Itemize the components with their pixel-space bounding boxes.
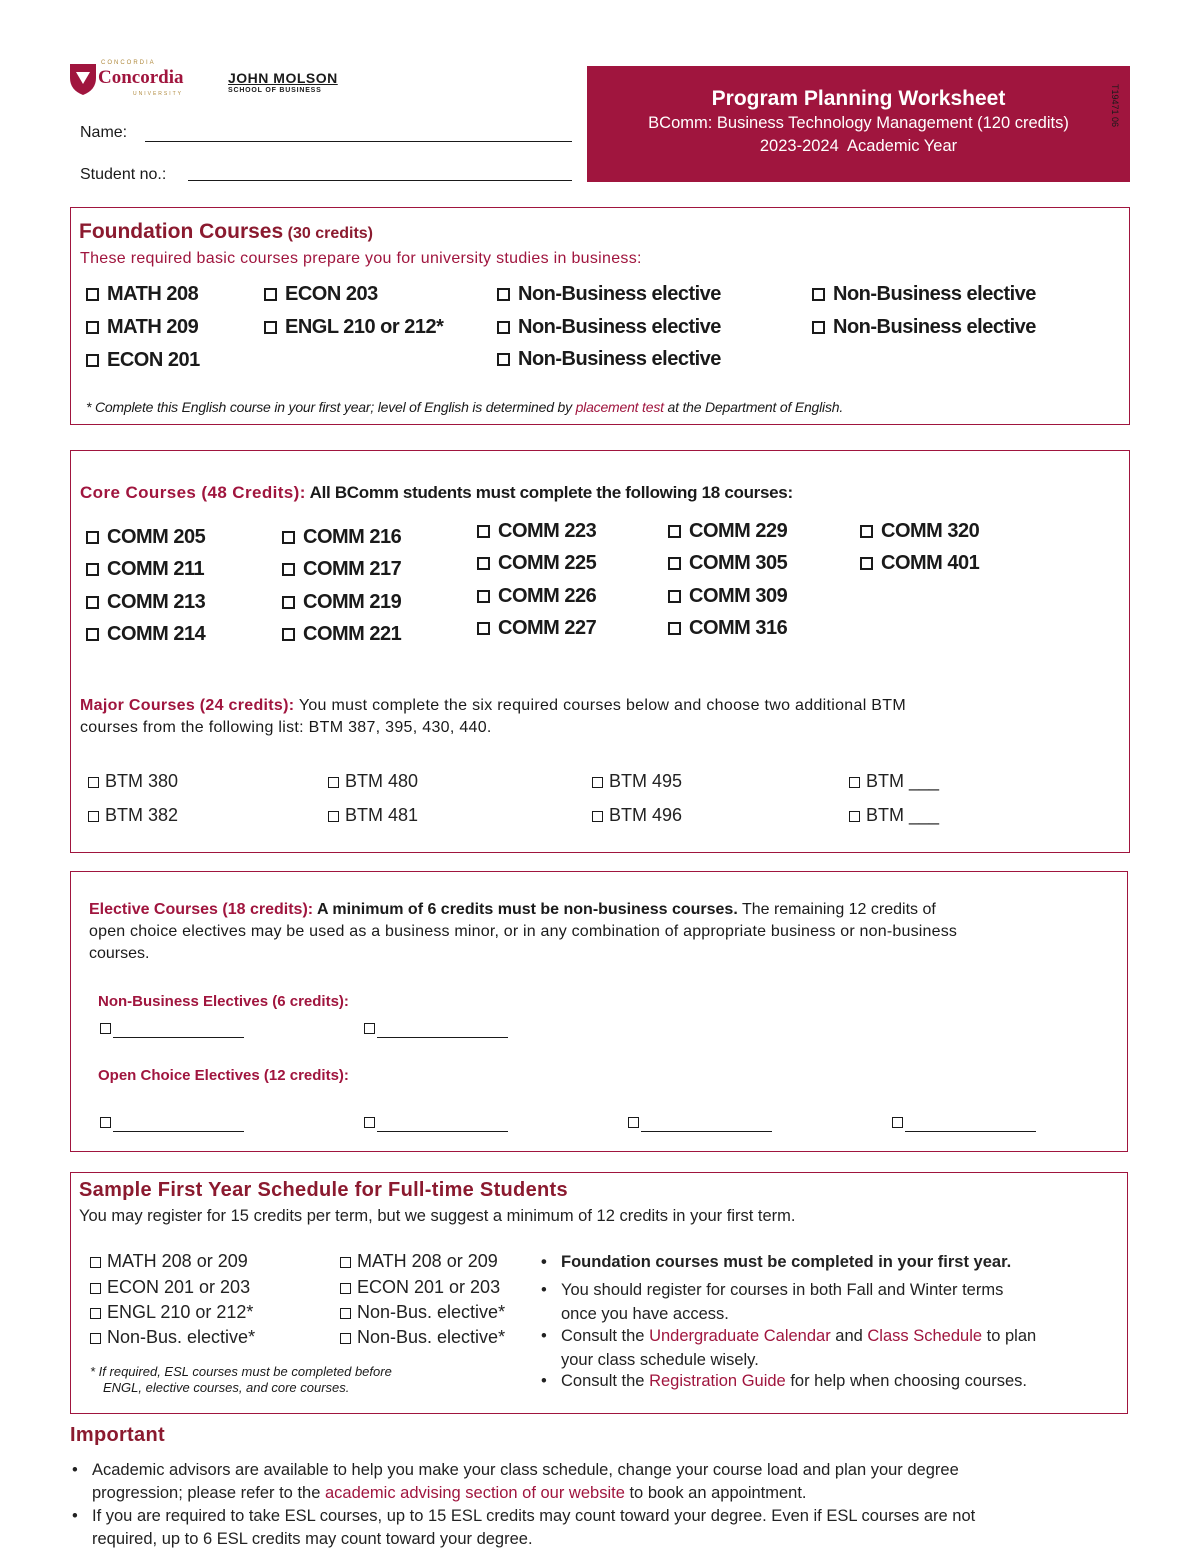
checkbox[interactable] <box>100 1023 111 1034</box>
major-course[interactable]: BTM 496 <box>592 805 682 826</box>
checkbox[interactable] <box>364 1023 375 1034</box>
major-course[interactable]: BTM 481 <box>328 805 418 826</box>
jmsb-logo <box>228 70 358 100</box>
schedule-item[interactable]: ECON 201 or 203 <box>340 1277 500 1298</box>
logo-concordia-text: Concordia <box>98 67 184 88</box>
core-course[interactable]: COMM 205 <box>86 526 205 549</box>
core-course[interactable]: COMM 227 <box>477 617 596 640</box>
foundation-course[interactable]: MATH 209 <box>86 316 198 339</box>
schedule-item[interactable]: Non-Bus. elective* <box>340 1302 505 1323</box>
sample-desc: You may register for 15 credits per term, but we suggest a minimum of 12 credits in your first term. <box>79 1207 796 1225</box>
schedule-item[interactable]: Non-Bus. elective* <box>340 1327 505 1348</box>
checkbox[interactable] <box>88 811 99 822</box>
academic-advising-link[interactable]: academic advising section of our website <box>324 1484 625 1502</box>
checkbox[interactable] <box>86 596 99 609</box>
core-course[interactable]: COMM 320 <box>860 520 979 543</box>
checkbox[interactable] <box>90 1308 101 1319</box>
open-choice-slot[interactable] <box>628 1114 639 1132</box>
core-course[interactable]: COMM 226 <box>477 585 596 608</box>
core-course[interactable]: COMM 316 <box>668 617 787 640</box>
core-course[interactable]: COMM 219 <box>282 591 401 614</box>
class-schedule-link[interactable]: Class Schedule <box>867 1327 983 1345</box>
checkbox[interactable] <box>497 288 510 301</box>
registration-guide-link[interactable]: Registration Guide <box>649 1372 786 1390</box>
undergraduate-calendar-link[interactable]: Undergraduate Calendar <box>649 1327 831 1345</box>
core-course[interactable]: COMM 229 <box>668 520 787 543</box>
major-course[interactable]: BTM ___ <box>849 805 939 826</box>
open-choice-field[interactable] <box>113 1131 244 1132</box>
student-no-label: Student no.: <box>80 166 167 183</box>
non-business-field[interactable] <box>113 1037 244 1038</box>
checkbox[interactable] <box>592 777 603 788</box>
checkbox[interactable] <box>668 525 681 538</box>
checkbox[interactable] <box>340 1283 351 1294</box>
elective-title: Elective Courses (18 credits): <box>89 901 314 918</box>
checkbox[interactable] <box>668 622 681 635</box>
checkbox[interactable] <box>364 1117 375 1128</box>
major-desc-1: You must complete the six required courses below and choose two additional BTM <box>294 697 906 714</box>
major-title: Major Courses (24 credits): <box>80 697 295 714</box>
name-field[interactable] <box>145 141 572 142</box>
checkbox[interactable] <box>860 557 873 570</box>
checkbox[interactable] <box>340 1333 351 1344</box>
checkbox[interactable] <box>90 1257 101 1268</box>
non-business-slot[interactable] <box>100 1020 111 1038</box>
major-course[interactable]: BTM 380 <box>88 771 178 792</box>
program-subtitle: BComm: Business Technology Management (120 credits) <box>648 114 1069 132</box>
checkbox[interactable] <box>849 777 860 788</box>
foundation-desc: These required basic courses prepare you for university studies in business: <box>80 250 642 267</box>
sample-bullet: • Foundation courses must be completed in your first year. <box>541 1253 1012 1271</box>
core-course[interactable]: COMM 217 <box>282 558 401 581</box>
checkbox[interactable] <box>282 563 295 576</box>
concordia-logo <box>68 60 213 98</box>
checkbox[interactable] <box>340 1308 351 1319</box>
core-desc: All BComm students must complete the following 18 courses: <box>305 483 793 502</box>
core-course[interactable]: COMM 401 <box>860 552 979 575</box>
elective-bold: A minimum of 6 credits must be non-business courses. <box>313 901 738 918</box>
checkbox[interactable] <box>668 557 681 570</box>
major-course[interactable]: BTM ___ <box>849 771 939 792</box>
foundation-course[interactable]: Non-Business elective <box>812 316 1036 339</box>
open-choice-field[interactable] <box>905 1131 1036 1132</box>
checkbox[interactable] <box>328 811 339 822</box>
checkbox[interactable] <box>100 1117 111 1128</box>
checkbox[interactable] <box>90 1333 101 1344</box>
foundation-title <box>79 220 373 244</box>
checkbox[interactable] <box>497 321 510 334</box>
sample-bullet: • Consult the Undergraduate Calendar and Class Schedule to plan your class schedule wisely. <box>541 1327 1037 1369</box>
doc-code: T19471 06 <box>1110 84 1120 128</box>
core-major-section <box>70 450 1130 853</box>
checkbox[interactable] <box>812 288 825 301</box>
checkbox[interactable] <box>477 557 490 570</box>
student-no-field[interactable] <box>188 180 572 181</box>
core-course[interactable]: COMM 211 <box>86 558 204 581</box>
core-heading <box>80 483 793 503</box>
open-choice-field[interactable] <box>641 1131 772 1132</box>
core-course[interactable]: COMM 221 <box>282 623 401 646</box>
foundation-title-text: Foundation Courses <box>79 220 284 243</box>
checkbox[interactable] <box>628 1117 639 1128</box>
checkbox[interactable] <box>477 622 490 635</box>
checkbox[interactable] <box>282 628 295 641</box>
major-desc-2: courses from the following list: BTM 387, 395, 430, 440. <box>80 719 492 736</box>
checkbox[interactable] <box>892 1117 903 1128</box>
checkbox[interactable] <box>497 353 510 366</box>
core-course[interactable]: COMM 214 <box>86 623 205 646</box>
jmsb-logo-line2: SCHOOL OF BUSINESS <box>228 87 322 94</box>
foundation-course[interactable]: MATH 208 <box>86 283 198 306</box>
core-title: Core Courses (48 Credits): <box>80 483 306 502</box>
important-title: Important <box>70 1424 165 1446</box>
non-business-field[interactable] <box>377 1037 508 1038</box>
checkbox[interactable] <box>477 525 490 538</box>
checkbox[interactable] <box>264 321 277 334</box>
checkbox[interactable] <box>860 525 873 538</box>
major-course[interactable]: BTM 495 <box>592 771 682 792</box>
checkbox[interactable] <box>592 811 603 822</box>
checkbox[interactable] <box>86 288 99 301</box>
schedule-item[interactable]: ENGL 210 or 212* <box>90 1302 253 1323</box>
important-bullet: • If you are required to take ESL courses, up to 15 ESL credits may count toward your degree. Even if ESL courses are not required, up to 6 ESL credits may count toward your degree. <box>72 1507 976 1548</box>
checkbox[interactable] <box>86 354 99 367</box>
foundation-course[interactable]: ECON 203 <box>264 283 378 306</box>
schedule-item[interactable]: MATH 208 or 209 <box>90 1251 248 1272</box>
placement-test-link[interactable]: placement test <box>575 399 664 415</box>
checkbox[interactable] <box>477 590 490 603</box>
checkbox[interactable] <box>282 531 295 544</box>
checkbox[interactable] <box>86 321 99 334</box>
open-choice-field[interactable] <box>377 1131 508 1132</box>
open-choice-slot[interactable] <box>364 1114 375 1132</box>
jmsb-logo-line1: JOHN MOLSON <box>228 70 338 86</box>
foundation-course[interactable]: Non-Business elective <box>497 283 721 306</box>
schedule-note: * If required, ESL courses must be completed before ENGL, elective courses, and core courses. <box>90 1364 392 1395</box>
schedule-item[interactable]: MATH 208 or 209 <box>340 1251 498 1272</box>
foundation-course[interactable]: Non-Business elective <box>497 316 721 339</box>
core-course[interactable]: COMM 225 <box>477 552 596 575</box>
foundation-course[interactable]: ENGL 210 or 212* <box>264 316 443 339</box>
non-business-slot[interactable] <box>364 1020 375 1038</box>
foundation-note: * Complete this English course in your first year; level of English is determined by placement test at the Department of English. <box>86 399 844 415</box>
logo-univ-top: CONCORDIA <box>101 60 156 66</box>
core-course[interactable]: COMM 213 <box>86 591 205 614</box>
page-title: Program Planning Worksheet <box>711 87 1006 110</box>
checkbox[interactable] <box>90 1283 101 1294</box>
foundation-credits: (30 credits) <box>287 225 373 242</box>
sample-bullet: • Consult the Registration Guide for help when choosing courses. <box>541 1372 1027 1390</box>
sample-bullet: • You should register for courses in both Fall and Winter terms once you have access. <box>541 1281 1004 1323</box>
schedule-item[interactable]: Non-Bus. elective* <box>90 1327 255 1348</box>
checkbox[interactable] <box>849 811 860 822</box>
checkbox[interactable] <box>812 321 825 334</box>
sample-title: Sample First Year Schedule for Full-time Students <box>79 1179 568 1201</box>
schedule-item[interactable]: ECON 201 or 203 <box>90 1277 250 1298</box>
important-bullet: • Academic advisors are available to help you make your class schedule, change your course load and plan your degree progression; please refer to the academic advising section of our website to book an appointment. <box>72 1461 959 1502</box>
elective-text: Elective Courses (18 credits): A minimum of 6 credits must be non-business courses. The remaining 12 credits of open choice electives may be used as a business minor, or in any combination of appropriate business or non-business courses. <box>89 901 958 962</box>
open-choice-slot[interactable] <box>892 1114 903 1132</box>
core-course[interactable]: COMM 305 <box>668 552 787 575</box>
name-label: Name: <box>80 124 128 141</box>
checkbox[interactable] <box>88 777 99 788</box>
crest-icon <box>68 62 98 96</box>
core-course[interactable]: COMM 216 <box>282 526 401 549</box>
checkbox[interactable] <box>264 288 277 301</box>
checkbox[interactable] <box>86 628 99 641</box>
checkbox[interactable] <box>340 1257 351 1268</box>
major-heading <box>80 695 906 739</box>
major-course[interactable]: BTM 480 <box>328 771 418 792</box>
foundation-course[interactable]: Non-Business elective <box>812 283 1036 306</box>
non-business-electives-title: Non-Business Electives (6 credits): <box>98 993 349 1010</box>
academic-year: 2023-2024 Academic Year <box>759 137 958 155</box>
checkbox[interactable] <box>86 531 99 544</box>
open-choice-electives-title: Open Choice Electives (12 credits): <box>98 1067 349 1084</box>
logo-univ-bottom: UNIVERSITY <box>133 91 184 97</box>
checkbox[interactable] <box>668 590 681 603</box>
core-course[interactable]: COMM 309 <box>668 585 787 608</box>
major-course[interactable]: BTM 382 <box>88 805 178 826</box>
foundation-course[interactable]: Non-Business elective <box>497 348 721 371</box>
checkbox[interactable] <box>86 563 99 576</box>
core-course[interactable]: COMM 223 <box>477 520 596 543</box>
foundation-course[interactable]: ECON 201 <box>86 349 200 372</box>
open-choice-slot[interactable] <box>100 1114 111 1132</box>
checkbox[interactable] <box>282 596 295 609</box>
title-banner <box>587 66 1130 182</box>
checkbox[interactable] <box>328 777 339 788</box>
